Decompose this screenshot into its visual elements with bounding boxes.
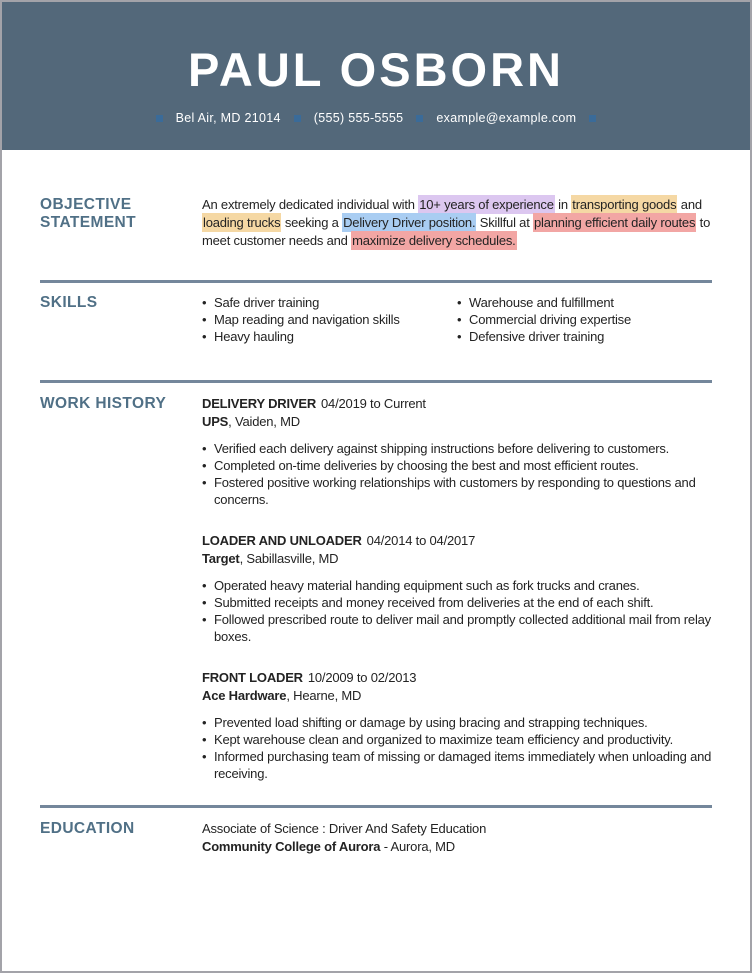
company-location: , Hearne, MD [286,688,362,703]
job-heading [202,532,712,549]
job-dates: 04/2014 to 04/2017 [366,533,476,548]
contact-location: Bel Air, MD 21014 [175,111,281,125]
work-history-body [202,395,712,782]
candidate-name: PAUL OSBORN [188,43,564,96]
highlighted-phrase: Delivery Driver position. [343,215,476,230]
objective-body [202,196,712,250]
degree: Associate of Science : Driver And Safety Education [202,821,487,836]
skill-item: • Warehouse and fulfillment [457,294,712,311]
education-body [202,820,712,856]
section-divider [40,380,712,383]
objective-segment: to meet customer needs and [202,215,711,248]
job-bullet: • Operated heavy material handing equipment such as fork trucks and cranes. [202,577,712,594]
job-bullet: • Informed purchasing team of missing or damaged items immediately when unloading and receiving. [202,748,712,782]
highlighted-phrase: 10+ years of experience [419,197,554,212]
section-title-work-history: WORK HISTORY [40,395,167,412]
job-bullet-list [202,577,712,645]
skill-item: • Map reading and navigation skills [202,311,457,328]
company-name: Target [202,551,240,566]
job-title: DELIVERY DRIVER [202,396,317,411]
job-bullet: • Submitted receipts and money received from deliveries at the end of each shift. [202,594,712,611]
highlighted-phrase: maximize delivery schedules. [352,233,516,248]
job-bullet: • Followed prescribed route to deliver mail and promptly collected additional mail from relay boxes. [202,611,712,645]
job-bullet: • Verified each delivery against shipping instructions before delivering to customers. [202,440,712,457]
section-divider [40,280,712,283]
job-bullet: • Completed on-time deliveries by choosing the best and most efficient routes. [202,457,712,474]
objective-segment: An extremely dedicated individual with [202,197,419,212]
separator-square-icon [416,115,423,122]
school-line [202,838,712,856]
section-education [40,820,712,856]
section-title-education: EDUCATION [40,820,135,837]
section-work-history [40,395,712,782]
highlighted-phrase: transporting goods [572,197,677,212]
contact-phone: (555) 555-5555 [313,111,404,125]
company-location: , Sabillasville, MD [239,551,339,566]
job-heading [202,395,712,412]
contact-email: example@example.com [436,111,577,125]
section-divider [40,805,712,808]
job-bullet-list [202,714,712,782]
skill-item: • Safe driver training [202,294,457,311]
section-objective-statement [40,196,712,250]
job-bullet-list [202,440,712,508]
objective-paragraph [202,196,712,250]
objective-segment: seeking a [281,215,343,230]
section-title-skills: SKILLS [40,294,98,311]
contact-bar [2,111,750,125]
job-entry [202,395,712,508]
job-heading [202,669,712,686]
job-dates: 04/2019 to Current [321,396,426,411]
resume-header [2,2,750,150]
school-name: Community College of Aurora [202,839,381,854]
company-name: Ace Hardware [202,688,287,703]
skills-column-left [202,294,457,345]
section-title-objective: OBJECTIVE STATEMENT [40,196,137,231]
job-bullet: • Prevented load shifting or damage by using bracing and strapping techniques. [202,714,712,731]
skills-columns [202,294,712,345]
school-location: - Aurora, MD [380,839,455,854]
highlighted-phrase: planning efficient daily routes [534,215,696,230]
skill-item: • Defensive driver training [457,328,712,345]
job-company-line [202,550,712,567]
highlighted-phrase: loading trucks [203,215,281,230]
job-bullet: • Kept warehouse clean and organized to maximize team efficiency and productivity. [202,731,712,748]
job-entry [202,532,712,645]
objective-segment: and [677,197,702,212]
section-skills [40,294,712,345]
job-entry [202,669,712,782]
job-title: FRONT LOADER [202,670,303,685]
company-name: UPS [202,414,229,429]
job-dates: 10/2009 to 02/2013 [307,670,417,685]
objective-segment: in [554,197,572,212]
separator-square-icon [589,115,596,122]
skill-item: • Heavy hauling [202,328,457,345]
separator-square-icon [156,115,163,122]
job-company-line [202,687,712,704]
job-bullet: • Fostered positive working relationships with customers by responding to questions and concerns. [202,474,712,508]
job-company-line [202,413,712,430]
job-title: LOADER AND UNLOADER [202,533,362,548]
resume-body [2,196,750,856]
skill-item: • Commercial driving expertise [457,311,712,328]
skills-column-right [457,294,712,345]
separator-square-icon [294,115,301,122]
objective-segment: Skillful at [476,215,534,230]
company-location: , Vaiden, MD [228,414,300,429]
